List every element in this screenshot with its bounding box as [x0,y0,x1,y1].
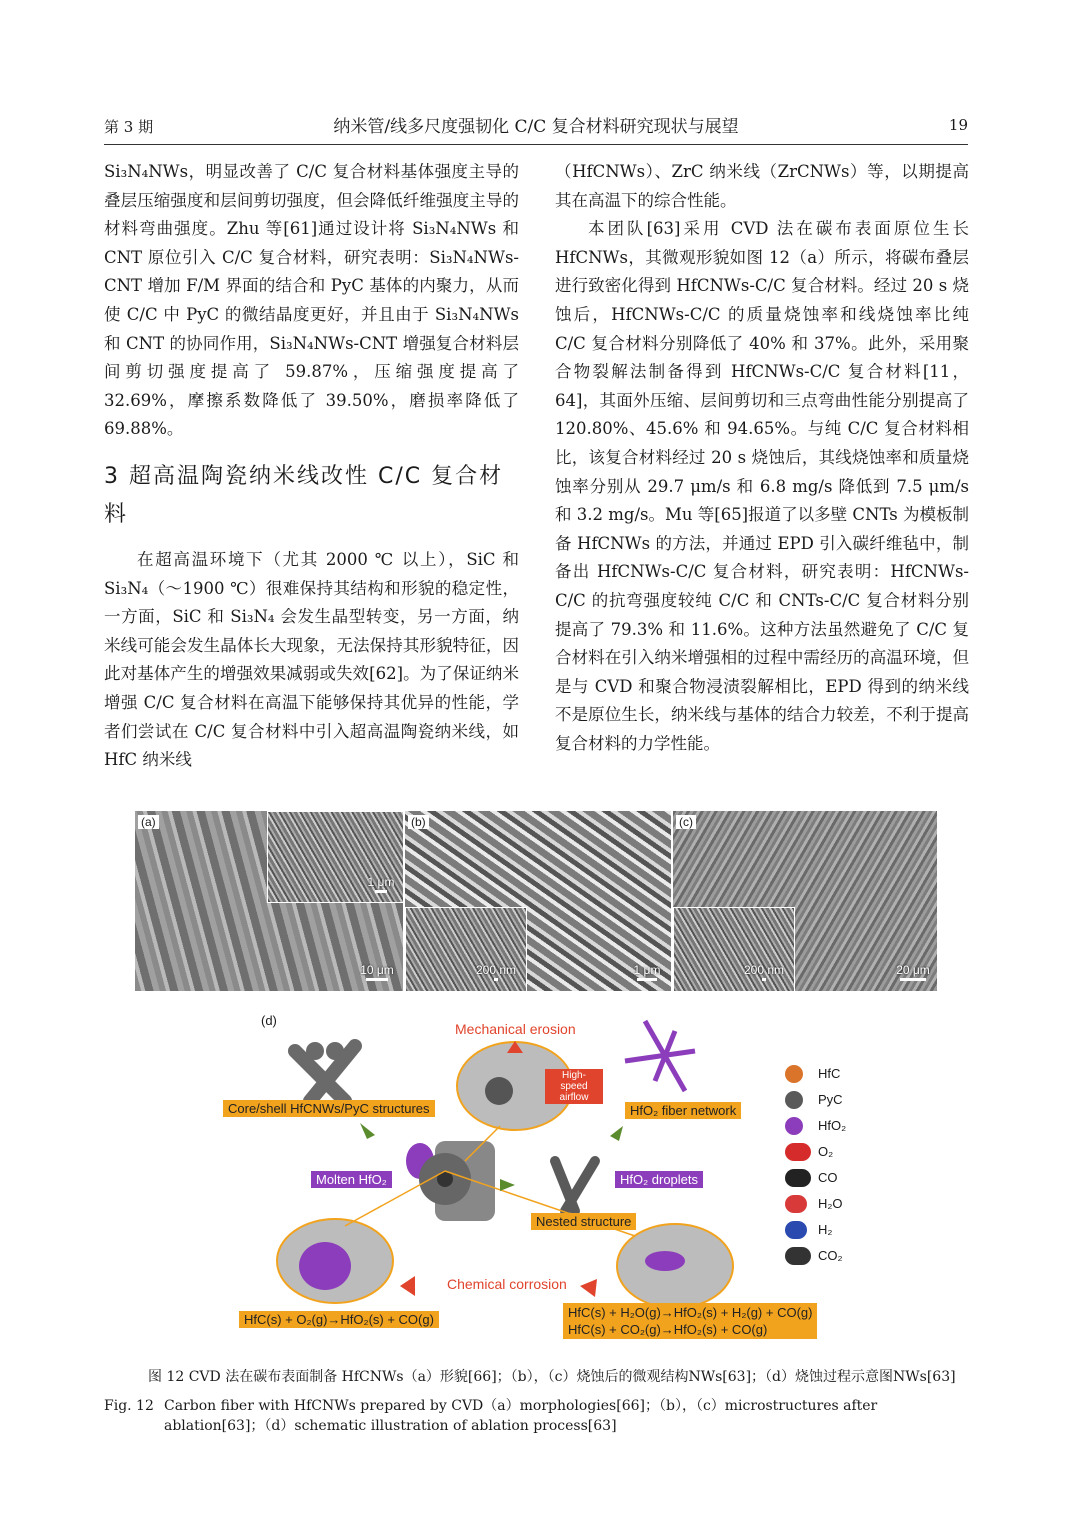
scale-bar: 20 μm [891,963,935,981]
panel-label: (c) [676,815,696,829]
nested-structure-label: Nested structure [531,1213,636,1230]
legend-item: HfC [785,1063,905,1089]
ablation-schematic [215,1011,935,1337]
sem-panel-a [135,811,403,991]
legend-item: CO₂ [785,1245,905,1271]
scale-bar: 1 μm [627,963,667,981]
paragraph: Si₃N₄NWs，明显改善了 C/C 复合材料基体强度主导的叠层压缩强度和层间剪切强度，但会降低纤维强度主导的材料弯曲强度。Zhu 等[61]通过设计将 Si₃N₄NWs 和 CNT 原位引入 C/C 复合材料，研究表明：Si₃N₄NWs-CNT 增加 F/M 界面的结合和 PyC 基体的内聚力，从而使 C/C 中 PyC 的微结晶度更好，并且由于 Si₃N₄NWs 和 CNT 的协同作用，Si₃N₄NWs-CNT 增强复合材料层间剪切强度提高了 59.87%，压缩强度提高了 32.69%，摩擦系数降低了 39.50%，磨损率降低了 69.88%。 [104,162,519,439]
sem-panel-c [673,811,937,991]
legend-item: H₂O [785,1193,905,1219]
scale-bar: 10 μm [355,963,399,981]
mechanical-erosion-label: Mechanical erosion [455,1021,576,1037]
equation-2: HfC(s) + H₂O(g)→HfO₂(s) + H₂(g) + CO(g) [568,1305,813,1320]
section-heading: 3 超高温陶瓷纳米线改性 C/C 复合材料 [104,463,504,527]
equation-1: HfC(s) + O₂(g)→HfO₂(s) + CO(g) [239,1311,439,1328]
left-column [104,158,519,775]
droplets-label: HfO₂ droplets [615,1171,703,1188]
scale-bar: 1 μm [363,875,399,893]
legend-item: CO [785,1167,905,1193]
chemical-corrosion-label: Chemical corrosion [447,1276,567,1292]
caption-chinese: 图 12 CVD 法在碳布表面制备 HfCNWs（a）形貌[66]；（b），（c）烧蚀后的微观结构NWs[63]；（d）烧蚀过程示意图NWs[63] [148,1369,956,1385]
molten-hfo2-label: Molten HfO₂ [311,1171,392,1188]
legend-item: PyC [785,1089,905,1115]
airflow-label: High-speed airflow [545,1069,603,1104]
paragraph: 在超高温环境下（尤其 2000 ℃ 以上），SiC 和 Si₃N₄（～1900 ℃）很难保持其结构和形貌的稳定性，一方面，SiC 和 Si₃N₄ 会发生晶型转变，另一方面，纳米线可能会发生晶体长大现象，无法保持其形貌特征，因此对基体产生的增强效果减弱或失效[62]。为了保证纳米增强 C/C 复合材料在高温下能够保持其优异的性能，学者们尝试在 C/C 复合材料中引入超高温陶瓷纳米线，如 HfC 纳米线 [104,549,519,770]
legend-item: H₂ [785,1219,905,1245]
panel-label: (b) [408,815,429,829]
equation-box [563,1303,817,1339]
paragraph: （HfCNWs）、ZrC 纳米线（ZrCNWs）等，以期提高其在高温下的综合性能。 [555,162,969,210]
right-column [555,158,969,758]
caption-english-label: Fig. 12 [104,1398,154,1414]
sem-panel-b [405,811,671,991]
legend [785,1063,905,1271]
running-title: 纳米管/线多尺度强韧化 C/C 复合材料研究现状与展望 [333,117,739,137]
legend-item: HfO₂ [785,1115,905,1141]
page-number: 19 [948,116,968,134]
figure-12 [135,811,937,1337]
fiber-network-label: HfO₂ fiber network [625,1102,741,1119]
scale-bar: 200 nm [469,963,523,981]
panel-label: (d) [261,1013,277,1028]
paragraph: 本团队[63]采用 CVD 法在碳布表面原位生长 HfCNWs，其微观形貌如图 12（a）所示，将碳布叠层进行致密化得到 HfCNWs-C/C 复合材料。经过 20 s 烧蚀后，HfCNWs-C/C 的质量烧蚀率和线烧蚀率比纯 C/C 复合材料分别降低了 40% 和 37%。此外，采用聚合物裂解法制备得到 HfCNWs-C/C 复合材料[11，64]，其面外压缩、层间剪切和三点弯曲性能分别提高了 120.80%、45.6% 和 94.65%。与纯 C/C 复合材料相比，该复合材料经过 20 s 烧蚀后，其线烧蚀率和质量烧蚀率分别从 29.7 μm/s 和 6.8 mg/s 降低到 7.5 μm/s 和 3.2 mg/s。Mu 等[65]报道了以多壁 CNTs 为模板制备 HfCNWs 的方法，并通过 EPD 引入碳纤维毡中，制备出 HfCNWs-C/C 复合材料，研究表明：HfCNWs-C/C 的抗弯强度较纯 C/C 和 CNTs-C/C 复合材料分别提高了 79.3% 和 11.6%。这种方法虽然避免了 C/C 复合材料在引入纳米增强相的过程中需经历的高温环境，但是与 CVD 和聚合物浸渍裂解相比，EPD 得到的纳米线不是原位生长，纳米线与基体的结合力较差，不利于提高复合材料的力学性能。 [555,219,969,753]
scale-bar: 200 nm [737,963,791,981]
core-shell-label: Core/shell HfCNWs/PyC structures [223,1100,435,1117]
caption-english: Carbon fiber with HfCNWs prepared by CVD（a）morphologies[66]；（b），（c）microstructures after ablation[63]；（d）schematic illustration of ablation process[63] [164,1398,878,1434]
issue-number: 第 3 期 [104,118,154,136]
equation-3: HfC(s) + CO₂(g)→HfO₂(s) + CO(g) [568,1322,768,1337]
running-header [104,112,968,145]
legend-item: O₂ [785,1141,905,1167]
panel-label: (a) [138,815,159,829]
